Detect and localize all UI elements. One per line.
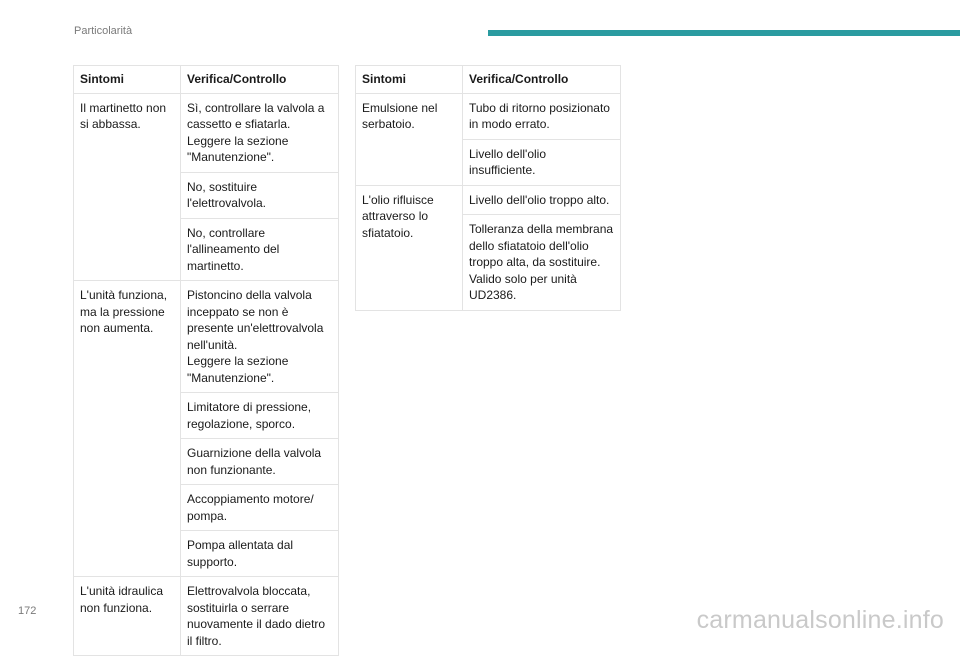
check-cell: Pompa allentata dal supporto.: [181, 531, 339, 577]
header-check: Verifica/Controllo: [463, 66, 621, 94]
table-header-row: [74, 66, 339, 94]
check-cell: Livello dell'olio troppo alto.: [463, 185, 621, 215]
check-cell: Limitatore di pressione, regolazione, sporco.: [181, 393, 339, 439]
table-header-row: [356, 66, 621, 94]
troubleshooting-table-1: [73, 65, 339, 656]
watermark: carmanualsonline.info: [696, 606, 944, 634]
troubleshooting-table-2: [355, 65, 621, 311]
section-title: Particolarità: [74, 25, 133, 37]
header-symptoms: Sintomi: [74, 66, 181, 94]
check-cell: Pistoncino della valvola inceppato se non è presente un'elettrovalvola nell'unità. Leggere la sezione "Manutenzione".: [181, 281, 339, 393]
page-number: 172: [18, 605, 37, 617]
table-row: [74, 93, 339, 172]
check-cell: Sì, controllare la valvola a cassetto e sfiatarla. Leggere la sezione "Manutenzione".: [181, 93, 339, 172]
table-row: [74, 281, 339, 393]
symptom-cell: L'unità funziona, ma la pressione non aumenta.: [74, 281, 181, 577]
symptom-cell: Emulsione nel serbatoio.: [356, 93, 463, 185]
symptom-cell: Il martinetto non si abbassa.: [74, 93, 181, 281]
symptom-cell: L'olio rifluisce attraverso lo sfiatatoio.: [356, 185, 463, 310]
check-cell: Guarnizione della valvola non funzionante.: [181, 439, 339, 485]
symptom-cell: L'unità idraulica non funziona.: [74, 577, 181, 656]
table-row: [356, 93, 621, 139]
check-cell: No, sostituire l'elettrovalvola.: [181, 172, 339, 218]
table-row: [74, 577, 339, 656]
check-cell: No, controllare l'allineamento del martinetto.: [181, 218, 339, 281]
check-cell: Livello dell'olio insufficiente.: [463, 139, 621, 185]
table-row: [356, 185, 621, 215]
check-cell: Tolleranza della membrana dello sfiatatoio dell'olio troppo alta, da sostituire. Valido solo per unità UD2386.: [463, 215, 621, 311]
check-cell: Accoppiamento motore/ pompa.: [181, 485, 339, 531]
header-symptoms: Sintomi: [356, 66, 463, 94]
check-cell: Tubo di ritorno posizionato in modo errato.: [463, 93, 621, 139]
header-check: Verifica/Controllo: [181, 66, 339, 94]
check-cell: Elettrovalvola bloccata, sostituirla o serrare nuovamente il dado dietro il filtro.: [181, 577, 339, 656]
header-accent-bar: [488, 30, 960, 36]
